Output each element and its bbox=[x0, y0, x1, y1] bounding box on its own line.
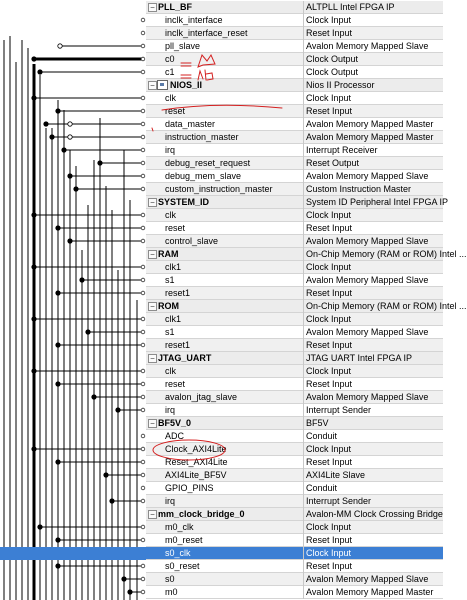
port-description: Avalon Memory Mapped Slave bbox=[306, 236, 429, 246]
port-description: Avalon Memory Mapped Slave bbox=[306, 275, 429, 285]
port-description: Clock Input bbox=[306, 210, 352, 220]
port-description: Interrupt Sender bbox=[306, 496, 372, 506]
collapse-toggle-icon[interactable]: − bbox=[148, 3, 157, 12]
port-description: Interrupt Receiver bbox=[306, 145, 378, 155]
port-name: m0_reset bbox=[165, 535, 203, 545]
port-description: Conduit bbox=[306, 483, 338, 493]
port-description: System ID Peripheral Intel FPGA IP bbox=[306, 197, 449, 207]
collapse-toggle-icon[interactable]: − bbox=[148, 302, 157, 311]
component-name: mm_clock_bridge_0 bbox=[158, 509, 245, 519]
component-name: JTAG_UART bbox=[158, 353, 212, 363]
port-description: Avalon Memory Mapped Master bbox=[306, 119, 434, 129]
port-name: instruction_master bbox=[165, 132, 239, 142]
port-description: Avalon Memory Mapped Slave bbox=[306, 327, 429, 337]
port-name: irq bbox=[165, 145, 176, 155]
port-description: Conduit bbox=[306, 431, 338, 441]
port-description: Clock Input bbox=[306, 522, 352, 532]
component-name: SYSTEM_ID bbox=[158, 197, 210, 207]
port-name: avalon_jtag_slave bbox=[165, 392, 238, 402]
port-description: BF5V bbox=[306, 418, 329, 428]
port-description: Clock Input bbox=[306, 548, 352, 558]
port-name: AXI4Lite_BF5V bbox=[165, 470, 227, 480]
port-name: Reset_AXI4Lite bbox=[165, 457, 228, 467]
annotation-c0-mark bbox=[181, 55, 215, 67]
port-name: debug_reset_request bbox=[165, 158, 251, 168]
port-description: Avalon Memory Mapped Slave bbox=[306, 171, 429, 181]
port-description: On-Chip Memory (RAM or ROM) Intel ... bbox=[306, 249, 467, 259]
annotation-c1-mark bbox=[181, 70, 213, 80]
port-description: Reset Input bbox=[306, 223, 353, 233]
port-name: ADC bbox=[165, 431, 185, 441]
port-name: reset bbox=[165, 223, 186, 233]
port-description: Reset Input bbox=[306, 561, 353, 571]
port-name: debug_mem_slave bbox=[165, 171, 242, 181]
port-description: Clock Input bbox=[306, 93, 352, 103]
component-name: NIOS_II bbox=[170, 80, 203, 90]
port-description: Reset Input bbox=[306, 535, 353, 545]
port-name: reset1 bbox=[165, 340, 191, 350]
collapse-toggle-icon[interactable]: − bbox=[148, 419, 157, 428]
port-name: reset bbox=[165, 106, 186, 116]
port-name: pll_slave bbox=[165, 41, 201, 51]
port-description: JTAG UART Intel FPGA IP bbox=[306, 353, 413, 363]
port-description: Reset Input bbox=[306, 288, 353, 298]
port-name: s1 bbox=[165, 275, 175, 285]
port-name: m0 bbox=[165, 587, 178, 597]
port-description: Custom Instruction Master bbox=[306, 184, 412, 194]
port-name: clk1 bbox=[165, 262, 182, 272]
port-description: Avalon Memory Mapped Slave bbox=[306, 392, 429, 402]
port-name: irq bbox=[165, 496, 176, 506]
port-name: inclk_interface bbox=[165, 15, 223, 25]
port-description: Clock Input bbox=[306, 366, 352, 376]
collapse-toggle-icon[interactable]: − bbox=[148, 354, 157, 363]
port-description: Avalon Memory Mapped Master bbox=[306, 587, 434, 597]
collapse-toggle-icon[interactable]: − bbox=[148, 250, 157, 259]
port-description: On-Chip Memory (RAM or ROM) Intel ... bbox=[306, 301, 467, 311]
port-name: s0_reset bbox=[165, 561, 200, 571]
port-name: clk bbox=[165, 366, 176, 376]
port-description: Clock Output bbox=[306, 67, 359, 77]
port-description: Reset Input bbox=[306, 106, 353, 116]
annotation-clock-axi4lite-circle bbox=[153, 440, 225, 460]
component-name: RAM bbox=[158, 249, 179, 259]
port-name: s0 bbox=[165, 574, 175, 584]
port-description: Reset Input bbox=[306, 379, 353, 389]
port-description: Avalon Memory Mapped Slave bbox=[306, 574, 429, 584]
port-name: s0_clk bbox=[165, 548, 191, 558]
port-description: Reset Output bbox=[306, 158, 360, 168]
port-name: clk1 bbox=[165, 314, 182, 324]
port-name: clk bbox=[165, 210, 176, 220]
port-description: AXI4Lite Slave bbox=[306, 470, 366, 480]
collapse-toggle-icon[interactable]: − bbox=[148, 510, 157, 519]
port-name: custom_instruction_master bbox=[165, 184, 273, 194]
port-name: inclk_interface_reset bbox=[165, 28, 248, 38]
collapse-toggle-icon[interactable]: − bbox=[148, 198, 157, 207]
annotation-clk-underline bbox=[162, 105, 282, 110]
port-description: Avalon Memory Mapped Slave bbox=[306, 41, 429, 51]
port-name: m0_clk bbox=[165, 522, 194, 532]
component-name: PLL_BF bbox=[158, 2, 193, 12]
port-name: reset1 bbox=[165, 288, 191, 298]
port-name: c1 bbox=[165, 67, 175, 77]
port-description: Reset Input bbox=[306, 340, 353, 350]
port-name: Clock_AXI4Lite bbox=[165, 444, 227, 454]
port-name: clk bbox=[165, 93, 176, 103]
port-description: Reset Input bbox=[306, 457, 353, 467]
port-description: Nios II Processor bbox=[306, 80, 375, 90]
annotation-clk-mark bbox=[152, 128, 153, 131]
port-name: control_slave bbox=[165, 236, 219, 246]
port-name: irq bbox=[165, 405, 176, 415]
port-name: reset bbox=[165, 379, 186, 389]
port-description: Interrupt Sender bbox=[306, 405, 372, 415]
port-name: data_master bbox=[165, 119, 216, 129]
collapse-toggle-icon[interactable]: − bbox=[148, 81, 157, 90]
port-description: ALTPLL Intel FPGA IP bbox=[306, 2, 395, 12]
port-description: Clock Input bbox=[306, 262, 352, 272]
port-description: Clock Output bbox=[306, 54, 359, 64]
port-description: Avalon-MM Clock Crossing Bridge bbox=[306, 509, 443, 519]
component-name: ROM bbox=[158, 301, 179, 311]
port-name: GPIO_PINS bbox=[165, 483, 214, 493]
port-description: Reset Input bbox=[306, 28, 353, 38]
port-description: Clock Input bbox=[306, 314, 352, 324]
port-description: Clock Input bbox=[306, 15, 352, 25]
component-name: BF5V_0 bbox=[158, 418, 192, 428]
port-description: Avalon Memory Mapped Master bbox=[306, 132, 434, 142]
port-description: Clock Input bbox=[306, 444, 352, 454]
port-name: c0 bbox=[165, 54, 175, 64]
port-name: s1 bbox=[165, 327, 175, 337]
